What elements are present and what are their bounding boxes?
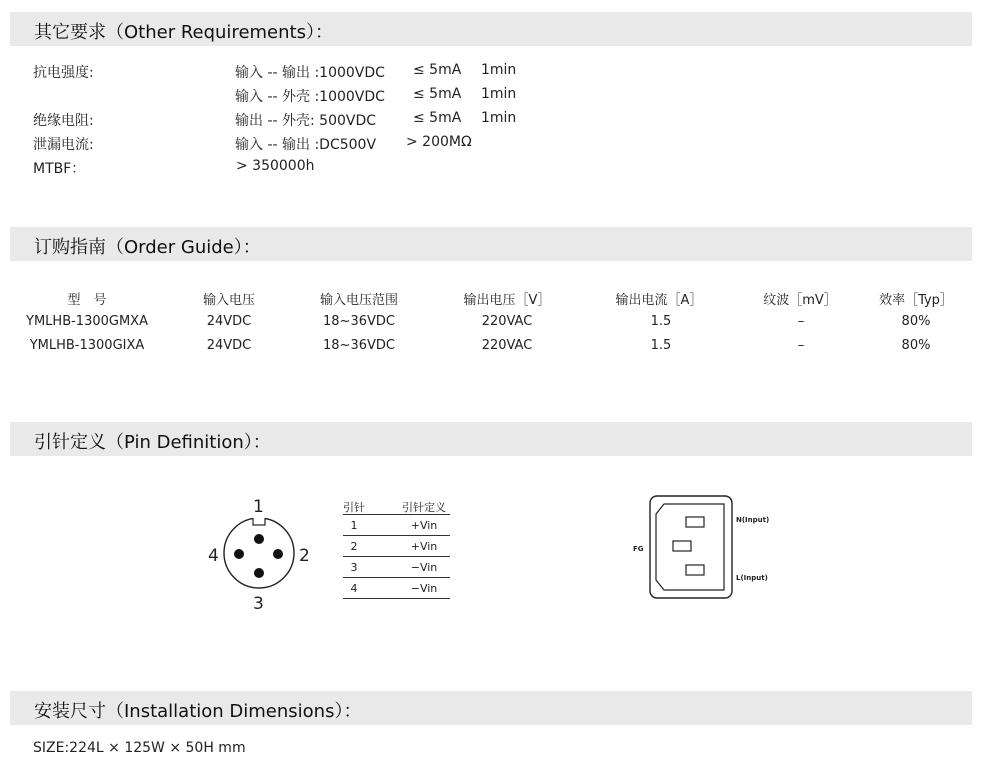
table-header: 输出电流［A］ <box>615 293 703 308</box>
pin-number-4: 4 <box>208 546 219 566</box>
req-limit: > 200MΩ <box>406 134 472 150</box>
req-limit: ≤ 5mA <box>413 110 462 126</box>
pin-table-header: 引针定义 <box>402 501 446 514</box>
req-time: 1min <box>481 110 517 126</box>
socket-label-fg: FG <box>633 545 644 553</box>
pin-number-3: 3 <box>253 594 264 614</box>
req-value: 输入 -- 输出 :1000VDC <box>235 65 385 81</box>
pin-table-cell: 3 <box>350 561 358 574</box>
table-header: 输入电压范围 <box>319 293 399 308</box>
table-cell: – <box>797 314 805 329</box>
table-header: 型 号 <box>67 293 107 308</box>
ac-socket-diagram <box>648 494 734 600</box>
divider <box>343 598 450 599</box>
pin-table-header: 引针 <box>343 501 365 514</box>
socket-label-n: N(Input) <box>736 516 770 524</box>
req-value: > 350000h <box>236 158 315 174</box>
section-header-order <box>10 227 972 261</box>
req-value: 输入 -- 输出 :DC500V <box>235 137 377 153</box>
req-time: 1min <box>481 86 517 102</box>
req-limit: ≤ 5mA <box>413 86 462 102</box>
table-header: 输入电压 <box>202 293 256 308</box>
pin-table-cell: +Vin <box>410 540 438 553</box>
pin-table-cell: +Vin <box>410 519 438 532</box>
table-cell: 80% <box>901 338 931 353</box>
req-value: 输出 -- 外壳: 500VDC <box>235 113 377 129</box>
table-cell: 1.5 <box>650 314 672 329</box>
divider <box>343 556 450 557</box>
req-label: MTBF： <box>33 161 86 177</box>
pin-table-cell: −Vin <box>410 561 438 574</box>
table-cell: 18~36VDC <box>323 338 395 353</box>
table-cell: 220VAC <box>481 314 533 329</box>
pin-table-cell: 1 <box>350 519 358 532</box>
pin-table-cell: −Vin <box>410 582 438 595</box>
section-title: 其它要求（Other Requirements）： <box>34 22 333 43</box>
table-cell: 18~36VDC <box>323 314 395 329</box>
req-time: 1min <box>481 62 517 78</box>
divider <box>343 514 450 515</box>
divider <box>343 535 450 536</box>
pin-table-cell: 4 <box>350 582 358 595</box>
req-label: 泄漏电流: <box>33 137 94 153</box>
table-cell: 24VDC <box>206 338 252 353</box>
req-label: 抗电强度: <box>33 65 94 81</box>
size-text: SIZE:224L × 125W × 50H mm <box>33 740 246 756</box>
section-title: 订购指南（Order Guide）： <box>34 237 261 258</box>
req-value: 输入 -- 外壳 :1000VDC <box>235 89 385 105</box>
table-cell: 1.5 <box>650 338 672 353</box>
section-title: 安装尺寸（Installation Dimensions）： <box>34 701 362 722</box>
table-cell: 80% <box>901 314 931 329</box>
req-label: 绝缘电阻: <box>33 113 94 129</box>
section-header-pin <box>10 422 972 456</box>
section-title: 引针定义（Pin Definition）： <box>34 432 271 453</box>
table-cell: 220VAC <box>481 338 533 353</box>
socket-label-l: L(Input) <box>736 574 768 582</box>
pin-number-1: 1 <box>253 497 264 517</box>
req-limit: ≤ 5mA <box>413 62 462 78</box>
pin-table-cell: 2 <box>350 540 358 553</box>
table-cell: 24VDC <box>206 314 252 329</box>
pin-number-2: 2 <box>299 546 310 566</box>
table-cell: YMLHB-1300GIXA <box>29 338 145 353</box>
table-header: 输出电压［V］ <box>463 293 551 308</box>
divider <box>343 577 450 578</box>
section-header-install <box>10 691 972 725</box>
section-header-other <box>10 12 972 46</box>
table-cell: YMLHB-1300GMXA <box>26 314 148 329</box>
table-header: 纹波［mV］ <box>763 293 837 308</box>
table-header: 效率［Typ］ <box>879 293 953 308</box>
table-cell: – <box>797 338 805 353</box>
